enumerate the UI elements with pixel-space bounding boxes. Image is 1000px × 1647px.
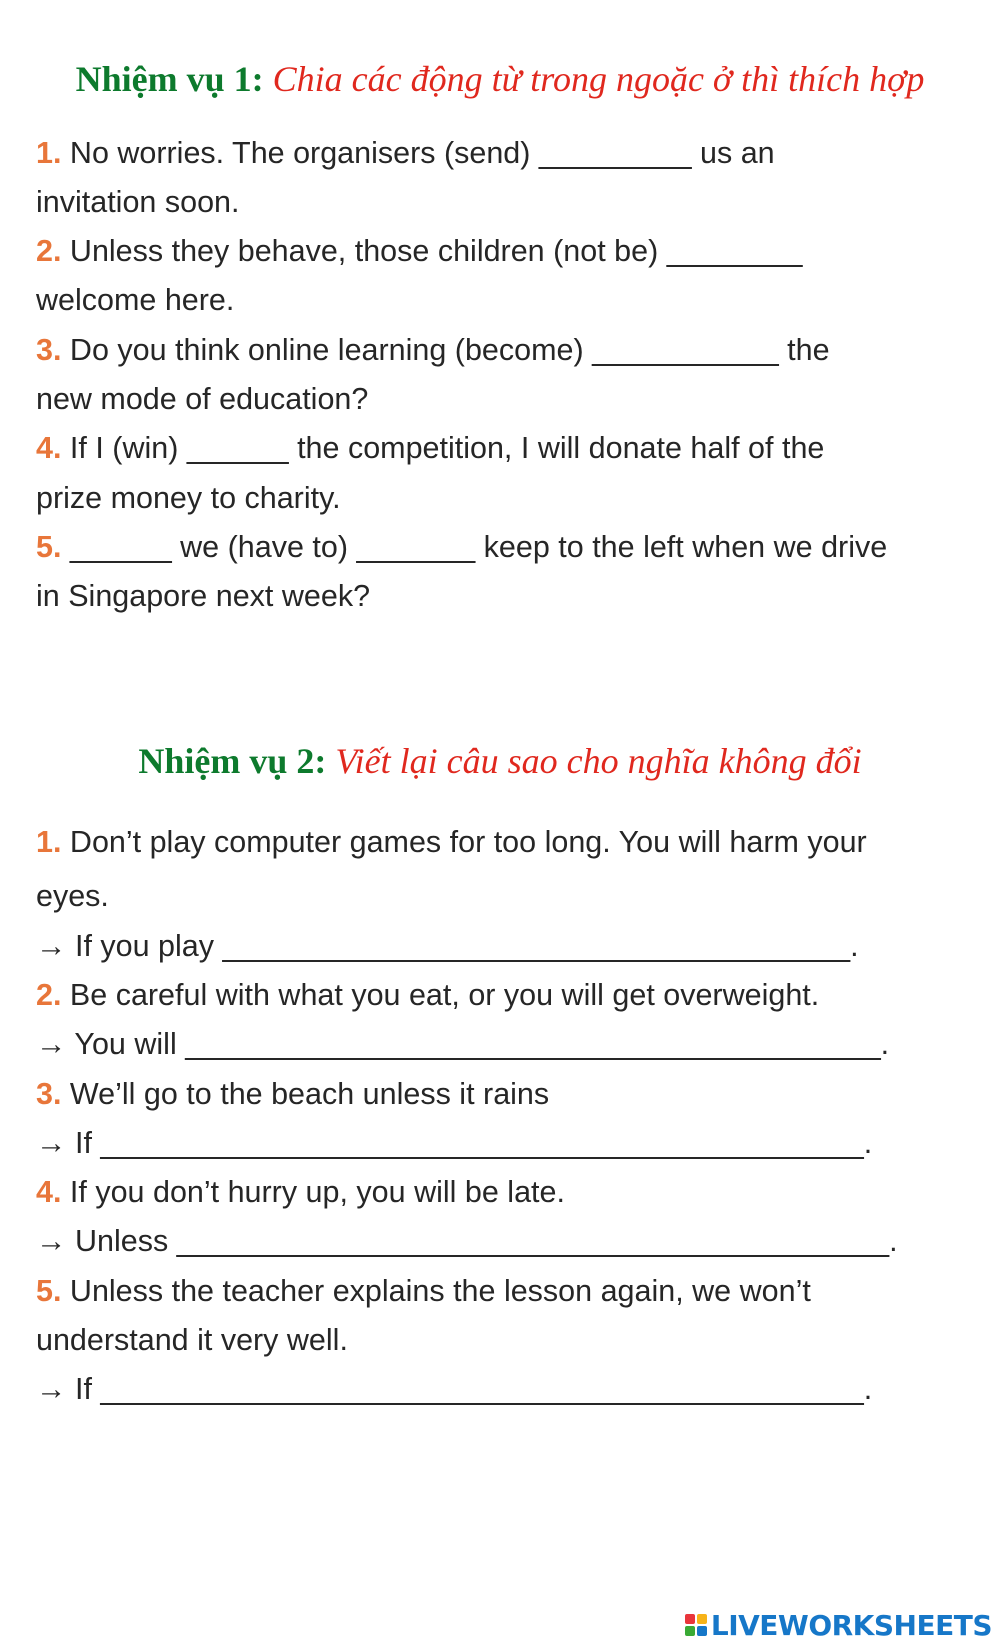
task2-line (36, 980, 819, 1011)
line-text: Unless the teacher explains the lesson again, we won’t (61, 1274, 811, 1308)
item-number: 3. (36, 1077, 62, 1111)
task1-line (36, 187, 239, 218)
line-text: Do you think online learning (become) ___________ the (61, 333, 830, 367)
line-text: If I (win) ______ the competition, I will donate half of the (61, 431, 825, 465)
task2-line (36, 1276, 811, 1307)
task2-line (36, 1177, 565, 1208)
task2-line (36, 1325, 348, 1356)
line-text: Be careful with what you eat, or you will get overweight. (61, 978, 820, 1012)
line-text: ______ we (have to) _______ keep to the left when we drive (61, 530, 888, 564)
task1-instruction: Chia các động từ trong ngoặc ở thì thích hợp (272, 59, 925, 99)
item-number: 5. (36, 1274, 62, 1308)
logo-square (697, 1626, 707, 1636)
task2-line (36, 1226, 898, 1257)
answer-line[interactable]: → If you play _____________________________________. (36, 929, 859, 963)
line-text: invitation soon. (36, 185, 240, 219)
item-number: 4. (36, 431, 62, 465)
liveworksheets-logo-icon (685, 1614, 707, 1636)
line-text: welcome here. (36, 283, 235, 317)
item-number: 5. (36, 530, 62, 564)
task1-line (36, 335, 830, 366)
item-number: 2. (36, 234, 62, 268)
answer-line[interactable]: → If _____________________________________________. (36, 1372, 873, 1406)
line-text: eyes. (36, 879, 109, 913)
item-number: 1. (36, 136, 62, 170)
logo-square (685, 1614, 695, 1624)
task2-line (36, 1079, 549, 1110)
task2-line (36, 881, 109, 912)
logo-square (685, 1626, 695, 1636)
logo-square (697, 1614, 707, 1624)
item-number: 3. (36, 333, 62, 367)
task1-line (36, 285, 234, 316)
item-number: 1. (36, 825, 62, 859)
task1-line (36, 581, 370, 612)
line-text: If you don’t hurry up, you will be late. (61, 1175, 565, 1209)
task2-line (36, 931, 859, 962)
task1-line (36, 138, 775, 169)
task1-line (36, 433, 824, 464)
logo-text: LIVEWORKSHEETS (710, 1608, 992, 1642)
line-text: understand it very well. (36, 1323, 348, 1357)
task2-line (36, 1374, 872, 1405)
task1-heading (0, 58, 1000, 100)
item-number: 2. (36, 978, 62, 1012)
task2-line (36, 827, 867, 858)
line-text: new mode of education? (36, 382, 369, 416)
task1-line (36, 384, 368, 415)
answer-line[interactable]: → You will _________________________________________. (36, 1027, 890, 1061)
line-text: prize money to charity. (36, 481, 341, 515)
line-text: in Singapore next week? (36, 579, 371, 613)
task1-line (36, 532, 887, 563)
task1-label: Nhiệm vụ 1: (75, 59, 264, 99)
task2-line (36, 1128, 872, 1159)
liveworksheets-logo[interactable] (685, 1610, 992, 1640)
item-number: 4. (36, 1175, 62, 1209)
line-text: Unless they behave, those children (not be) ________ (61, 234, 803, 268)
line-text: No worries. The organisers (send) _________ us an (61, 136, 775, 170)
task1-line (36, 483, 341, 514)
answer-line[interactable]: → Unless __________________________________________. (36, 1224, 898, 1258)
task1-line (36, 236, 802, 267)
line-text: We’ll go to the beach unless it rains (61, 1077, 550, 1111)
task2-heading (0, 740, 1000, 782)
task2-line (36, 1029, 889, 1060)
answer-line[interactable]: → If _____________________________________________. (36, 1126, 873, 1160)
task2-instruction: Viết lại câu sao cho nghĩa không đổi (335, 741, 862, 781)
task2-label: Nhiệm vụ 2: (138, 741, 327, 781)
line-text: Don’t play computer games for too long. You will harm your (61, 825, 867, 859)
